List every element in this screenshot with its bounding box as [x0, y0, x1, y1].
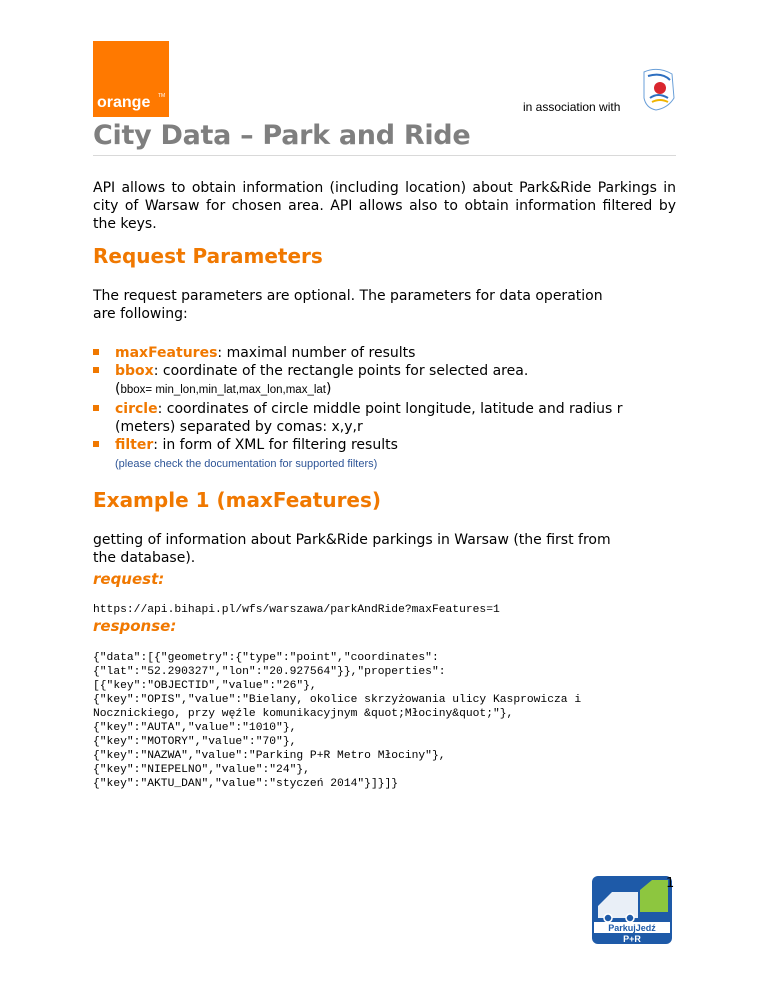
orange-logo-tm: TM [158, 93, 166, 99]
orange-logo-text: orange [97, 94, 151, 111]
param-desc: : in form of XML for filtering results [153, 437, 398, 453]
page-title: City Data – Park and Ride [93, 120, 471, 151]
param-note: bbox= min_lon,min_lat,max_lon,max_lat [120, 384, 326, 396]
response-line: {"key":"AUTA","value":"1010"}, [93, 722, 297, 734]
response-line: {"key":"OPIS","value":"Bielany, okolice skrzyżowania ulicy Kasprowicza i [93, 694, 582, 706]
intro-paragraph: API allows to obtain information (including location) about Park&Ride Parkings in city of Warsaw for chosen area. API allows also to obtain information filtered by the keys. [93, 180, 676, 232]
response-line: {"data":[{"geometry":{"type":"point","coordinates": [93, 652, 439, 664]
page-number: 1 [666, 876, 675, 891]
bullet-icon [93, 367, 99, 373]
response-line: {"key":"AKTU_DAN","value":"styczeń 2014"}]}]} [93, 778, 399, 790]
param-name: circle [115, 401, 158, 417]
param-desc: : coordinate of the rectangle points for selected area. [153, 363, 529, 379]
request-url: https://api.bihapi.pl/wfs/warszawa/parkAndRide?maxFeatures=1 [93, 604, 500, 616]
param-name: bbox [115, 363, 154, 379]
response-line: {"lat":"52.290327","lon":"20.927564"}},"properties": [93, 666, 446, 678]
param-note-open: ( [115, 381, 121, 397]
example-heading: Example 1 (maxFeatures) [93, 488, 382, 512]
bullet-icon [93, 441, 99, 447]
response-line: {"key":"NAZWA","value":"Parking P+R Metro Młociny"}, [93, 750, 446, 762]
param-desc: : maximal number of results [217, 345, 416, 361]
parkuj-jedz-logo [592, 876, 675, 944]
title-divider [93, 155, 676, 156]
param-note-close: ) [325, 381, 332, 397]
orange-logo [93, 41, 169, 117]
response-line: Nocznickiego, przy węźle komunikacyjnym &quot;Młociny&quot;"}, [93, 708, 514, 720]
pr-logo-sub: P+R [623, 934, 641, 944]
response-line: [{"key":"OBJECTID","value":"26"}, [93, 680, 317, 692]
request-parameters-heading: Request Parameters [93, 244, 323, 268]
request-label: request: [93, 570, 165, 588]
response-label: response: [93, 617, 177, 635]
pr-logo-text: ParkujJedź [608, 923, 656, 933]
bullet-icon [93, 405, 99, 411]
association-text: in association with [523, 100, 621, 114]
bullet-icon [93, 349, 99, 355]
response-line: {"key":"NIEPELNO","value":"24"}, [93, 764, 310, 776]
param-name: maxFeatures [115, 345, 218, 361]
partner-logo [638, 68, 678, 112]
param-name: filter [115, 437, 154, 453]
param-desc: : coordinates of circle middle point longitude, latitude and radius r (meters) separated by comas: x,y,r [115, 401, 623, 435]
request-parameters-intro: The request parameters are optional. The parameters for data operation are following: [93, 288, 603, 322]
param-note: (please check the documentation for supported filters) [115, 458, 378, 470]
response-line: {"key":"MOTORY","value":"70"}, [93, 736, 297, 748]
example-description: getting of information about Park&Ride parkings in Warsaw (the first from the database). [93, 532, 611, 566]
